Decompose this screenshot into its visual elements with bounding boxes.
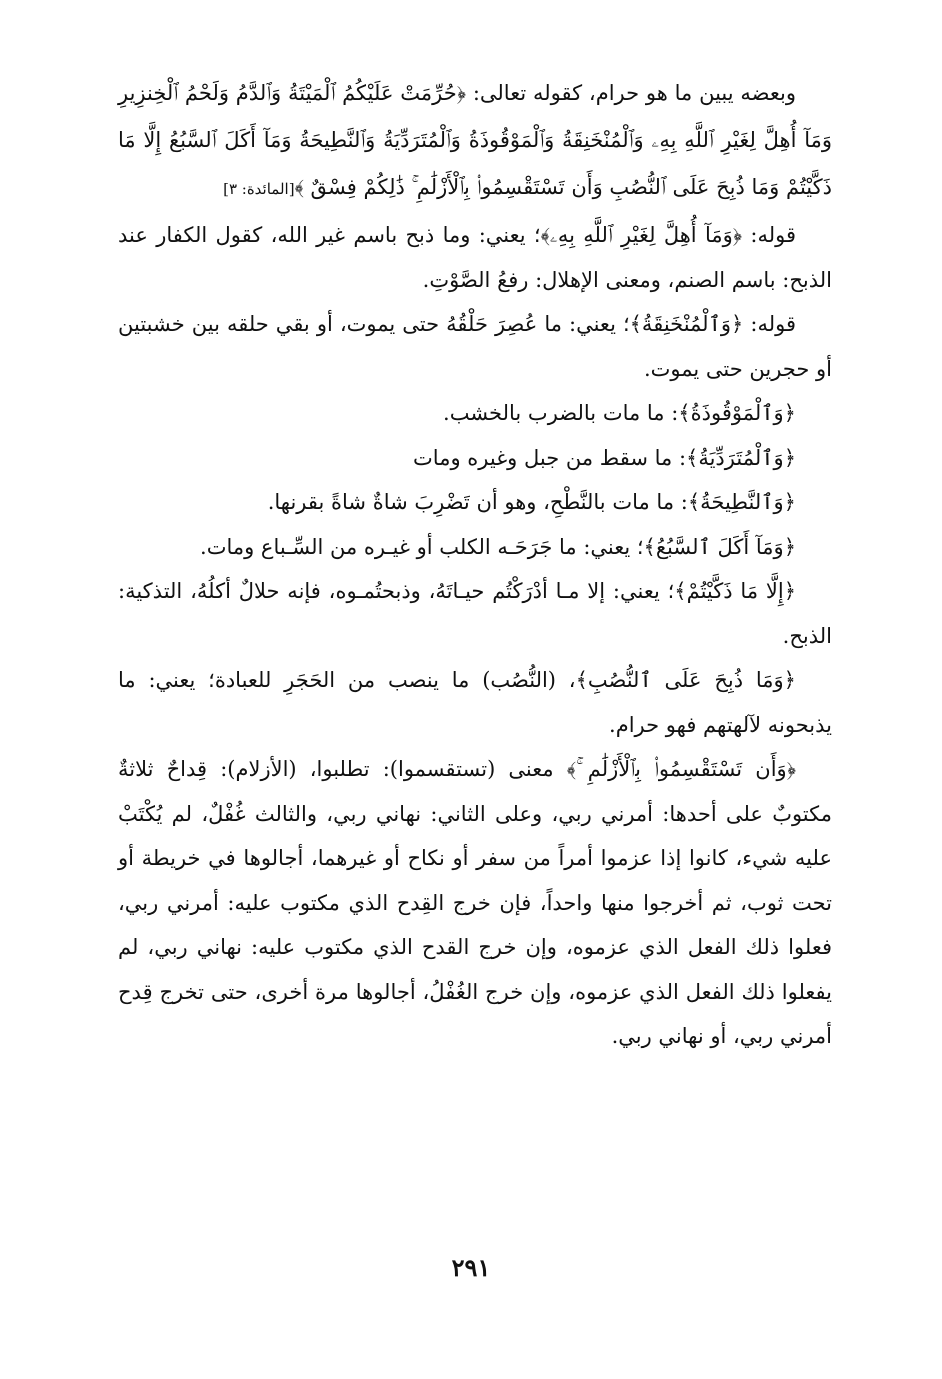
verse-reference: [المائدة: ٣] bbox=[223, 180, 295, 198]
paragraph-mutaraddiya: ﴿وَٱلْمُتَرَدِّيَةُ﴾: ما سقط من جبل وغيره ومات bbox=[413, 445, 796, 470]
paragraph-natiha: ﴿وَٱلنَّطِيحَةُ﴾: ما مات بالنَّطْحِ، وهو أن تَضْرِبَ شاةٌ شاةً بقرنها. bbox=[267, 490, 796, 514]
page-body bbox=[118, 70, 832, 1059]
paragraph-nusub: ﴿وَمَا ذُبِحَ عَلَى ٱلنُّصُبِ﴾، (النُّصُب) ما ينصب من الحَجَرِ للعبادة؛ يعني: ما يذبحونه لآلهتهم فهو حرام. bbox=[118, 668, 832, 737]
page-number: ٢٩١ bbox=[451, 1253, 491, 1282]
paragraph-uhilla: قوله: ﴿وَمَآ أُهِلَّ لِغَيْرِ ٱللَّهِ بِهِۦ﴾؛ يعني: وما ذبح باسم غير الله، كقول الكفار عند الذبح: باسم الصنم، ومعنى الإهلال: رفعُ الصَّوْتِ. bbox=[118, 223, 832, 292]
paragraph-munkhaniqa: قوله: ﴿وَٱلْمُنْخَنِقَةُ﴾؛ يعني: ما عُصِرَ حَلْقُهُ حتى يموت، أو بقي حلقه بين خشبتين أو حجرين حتى يموت. bbox=[118, 312, 832, 381]
paragraph-dhakkaytum: ﴿إِلَّا مَا ذَكَّيْتُمْ﴾؛ يعني: إلا مـا أدْرَكْتُم حيـاتَهُ، وذبحتُمـوه، فإنه حلالٌ أكلُهُ، التذكية: الذبح. bbox=[118, 579, 832, 648]
paragraph-text: وبعضه يبين ما هو حرام، كقوله تعالى: ﴿حُرِّمَتْ عَلَيْكُمُ ٱلْمَيْتَةُ وَٱلدَّمُ وَلَحْمُ ٱلْخِنزِيرِ وَمَآ أُهِلَّ لِغَيْرِ ٱللَّهِ بِهِۦ وَٱلْمُنْخَنِقَةُ وَٱلْمَوْقُوذَةُ وَٱلْمُتَرَدِّيَةُ وَٱلنَّطِيحَةُ وَمَآ أَكَلَ ٱلسَّبُعُ إِلَّا مَا ذَكَّيْتُمْ وَمَا ذُبِحَ عَلَى ٱلنُّصُبِ وَأَن تَسْتَقْسِمُوا۟ بِٱلْأَزْلَٰمِ ۚ ذَٰلِكُمْ فِسْقٌ ﴾ bbox=[118, 81, 832, 199]
paragraph-mawquda: ﴿وَٱلْمَوْقُوذَةُ﴾: ما مات بالضرب بالخشب. bbox=[443, 401, 796, 425]
paragraph-intro-verse bbox=[118, 70, 832, 213]
paragraph-azlam: ﴿وَأَن تَسْتَقْسِمُوا۟ بِٱلْأَزْلَٰمِ ۚ﴾ معنى (تستقسموا): تطلبوا، (الأزلام): قِداحٌ ثلاثةٌ مكتوبٌ على أحدها: أمرني ربي، وعلى الثاني: نهاني ربي، والثالث غُفْلٌ، لم يُكْتَبْ عليه شيء، كانوا إذا عزموا أمراً من سفر أو نكاح أو غيرهما، أجالوها في خريطة أو تحت ثوب، ثم أخرجوا منها واحداً، فإن خرج القِدح الذي مكتوب عليه: أمرني ربي، فعلوا ذلك الفعل الذي عزموه، وإن خرج القدح الذي مكتوب عليه: نهاني ربي، لم يفعلوا ذلك الفعل الذي عزموه، وإن خرج الغُفْلُ، أجالوها مرة أخرى، حتى تخرج قِدح أمرني ربي، أو نهاني ربي. bbox=[118, 757, 832, 1048]
paragraph-sabu: ﴿وَمَآ أَكَلَ ٱلسَّبُعُ﴾؛ يعني: ما جَرَحَـه الكلب أو غيـره من السِّـباع ومات. bbox=[200, 534, 796, 559]
